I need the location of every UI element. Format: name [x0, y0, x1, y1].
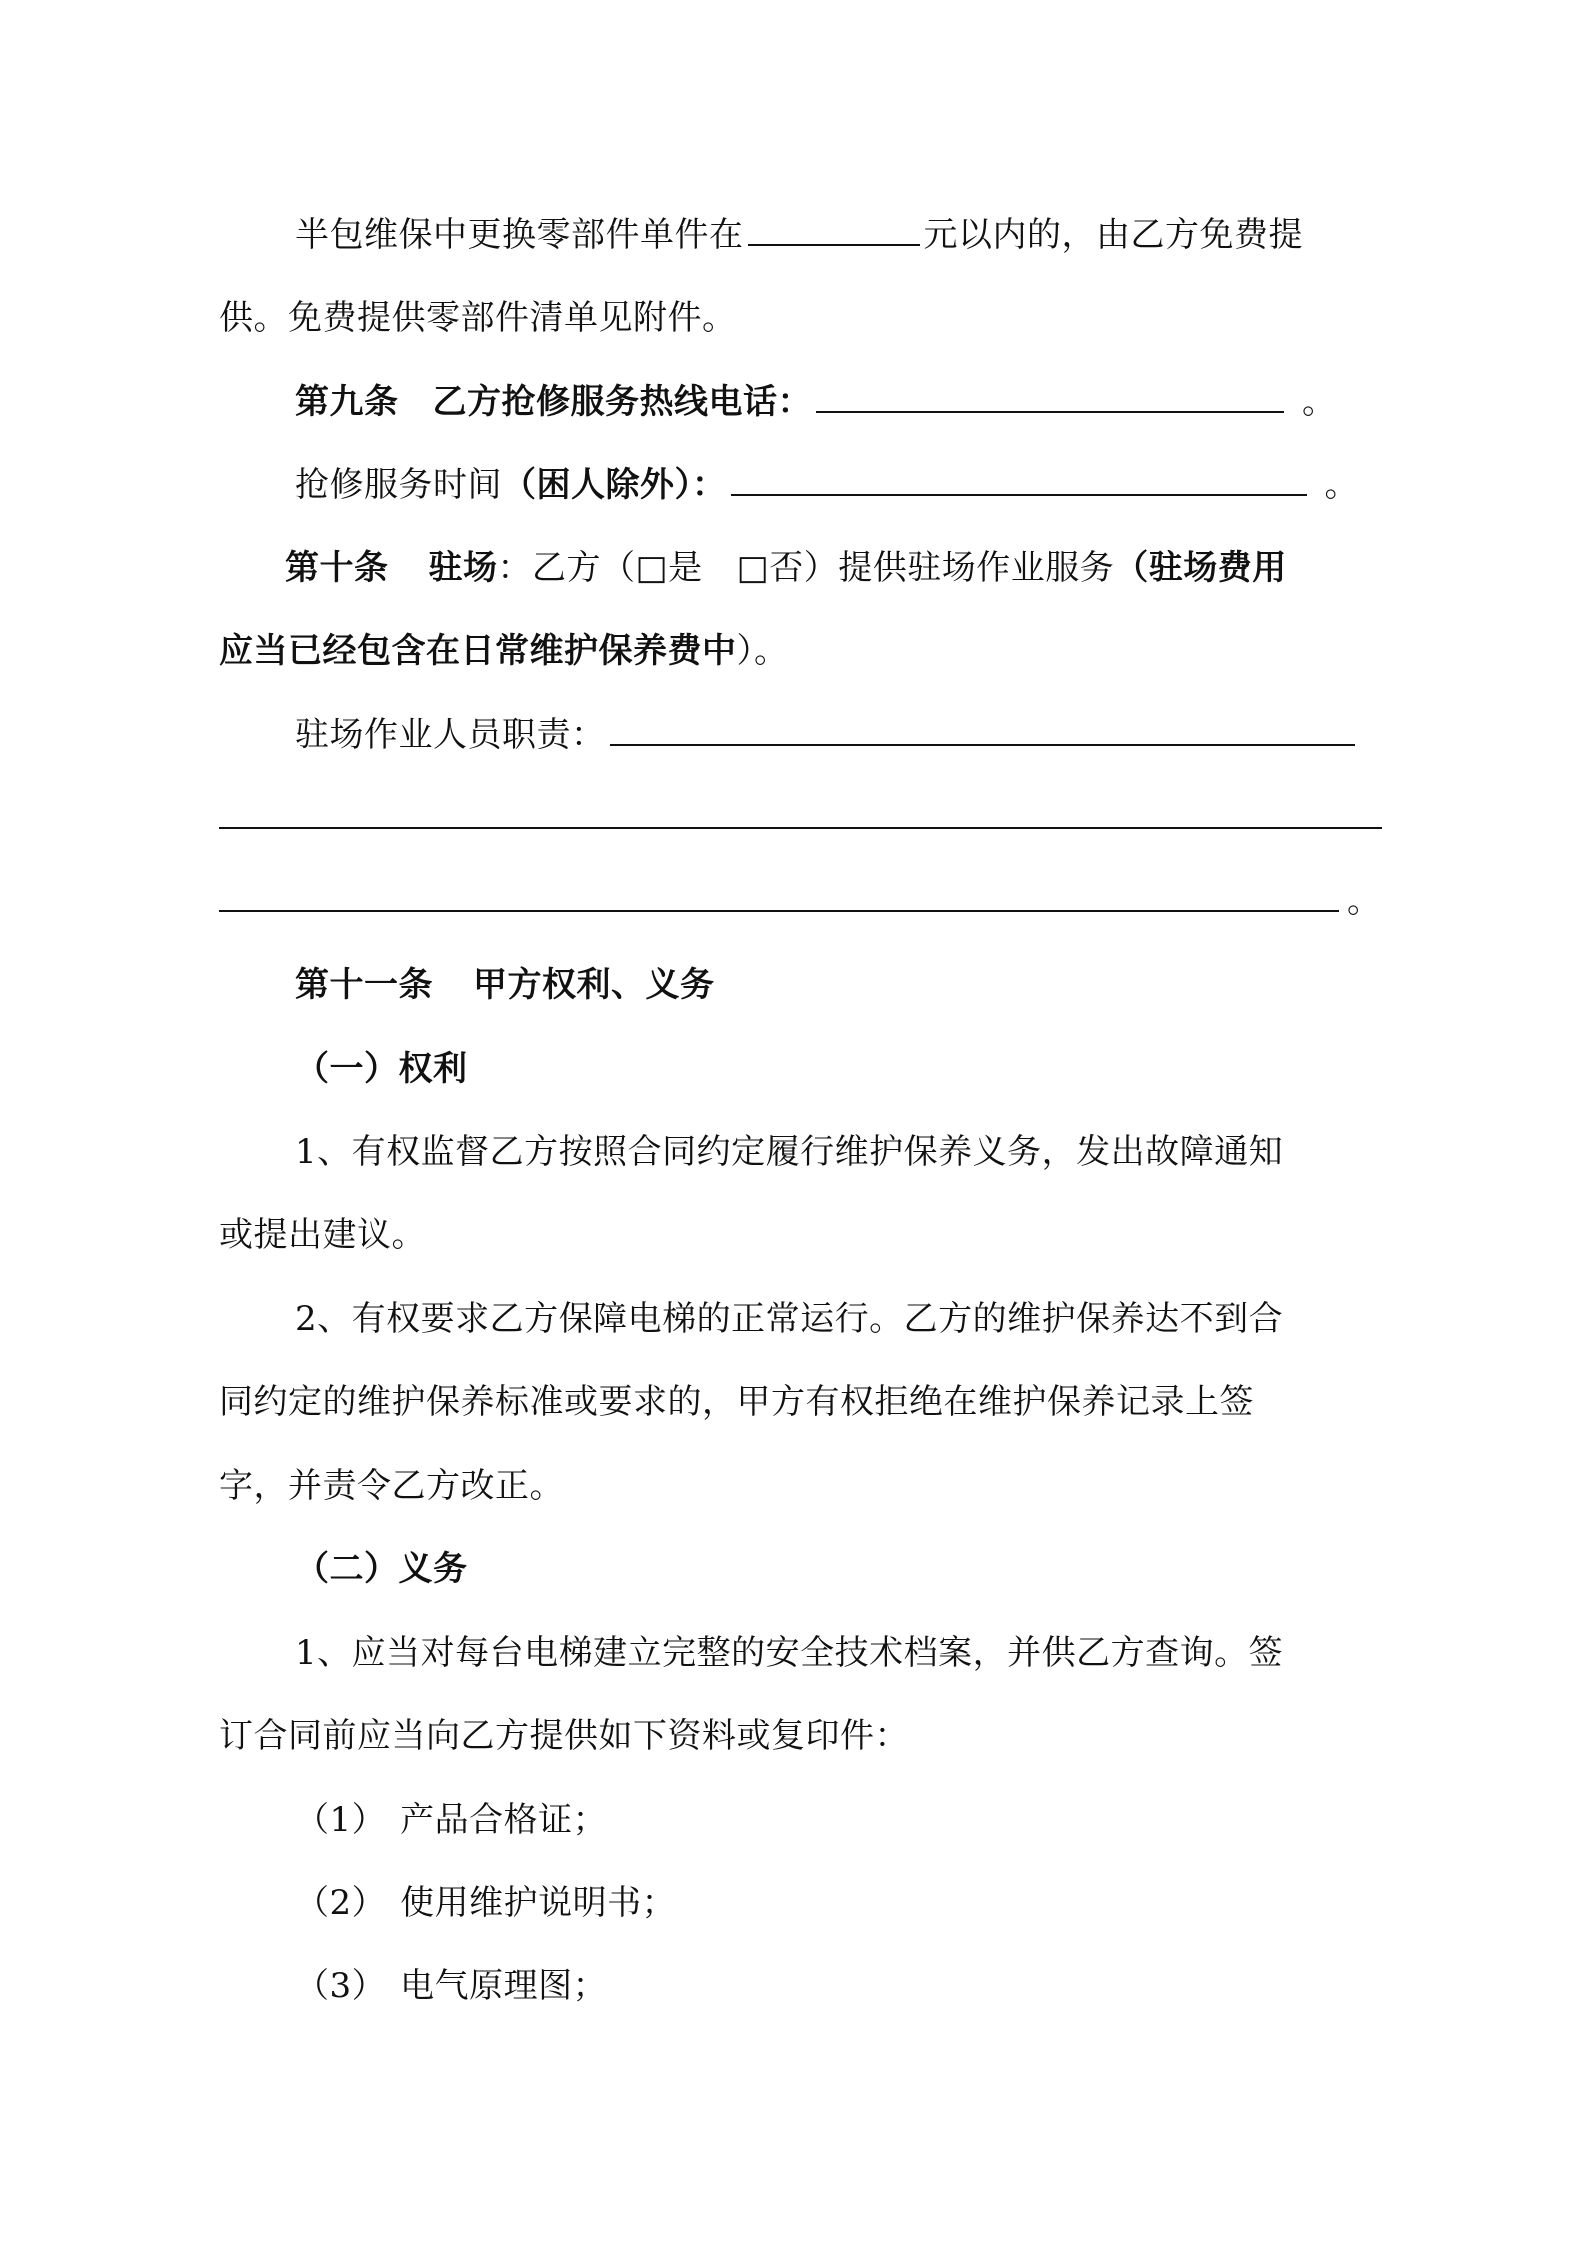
article-label: 第十一条: [295, 965, 433, 1005]
item-text: 使用维护说明书；: [400, 1883, 677, 1923]
duty-line-3: [219, 871, 1384, 931]
bold-text: 应当已经包含在日常维护保养费中: [219, 631, 737, 671]
repair-time-field[interactable]: [731, 464, 1307, 496]
para-line: [219, 1205, 1384, 1265]
item-number: （2）: [295, 1883, 387, 1923]
text: ）提供驻场作业服务: [803, 548, 1115, 588]
text: 2、有权要求乙方保障电梯的正常运行。乙方的维护保养达不到合: [295, 1299, 1284, 1339]
label-paren: （困人除外）：: [502, 465, 727, 505]
article-10-line-2: [219, 621, 1384, 681]
rights-heading: [295, 1039, 1460, 1099]
article-label: 第十条: [285, 548, 389, 588]
duties-heading: [295, 1539, 1460, 1599]
checkbox-no[interactable]: □否: [736, 548, 804, 588]
text: 字，并责令乙方改正。: [219, 1466, 564, 1506]
para-line: [295, 1122, 1384, 1182]
repair-time-line: [295, 455, 1460, 515]
section-heading: （二）义务: [295, 1549, 468, 1589]
list-item: [295, 1873, 1460, 1933]
item-number: （1）: [295, 1800, 387, 1840]
para-line: [295, 1289, 1384, 1349]
article-title: 甲方权利、义务: [473, 965, 715, 1005]
para-line: [295, 1623, 1384, 1683]
text: 或提出建议。: [219, 1215, 426, 1255]
para-line: [219, 1706, 1384, 1766]
article-text: 乙方抢修服务热线电话：: [432, 382, 812, 422]
duty-line: [295, 705, 1384, 765]
para-line: [219, 288, 1384, 348]
hotline-phone-field[interactable]: [816, 381, 1284, 413]
text: ）。: [736, 631, 789, 671]
bold-text: （驻场费用: [1114, 548, 1287, 588]
article-9-line: [295, 372, 1460, 432]
duty-field[interactable]: [219, 797, 1382, 829]
text: 半包维保中更换零部件单件在: [295, 215, 744, 255]
text: 1、有权监督乙方按照合同约定履行维护保养义务，发出故障通知: [295, 1132, 1284, 1172]
text: 订合同前应当向乙方提供如下资料或复印件：: [219, 1716, 909, 1756]
duty-field[interactable]: [610, 714, 1355, 746]
text: 供。免费提供零部件清单见附件。: [219, 298, 737, 338]
article-10-line: [285, 538, 1384, 598]
text: 同约定的维护保养标准或要求的，甲方有权拒绝在维护保养记录上签: [219, 1382, 1254, 1422]
article-11-heading: [295, 955, 1460, 1015]
section-heading: （一）权利: [295, 1049, 468, 1089]
blank-amount-field[interactable]: [748, 214, 920, 246]
item-text: 电气原理图；: [400, 1966, 608, 2006]
item-number: （3）: [295, 1966, 387, 2006]
duty-field[interactable]: [219, 880, 1339, 912]
checkbox-yes[interactable]: □是: [635, 548, 703, 588]
para-line: [219, 1456, 1384, 1516]
text: 元以内的，由乙方免费提: [923, 215, 1303, 255]
period: 。: [1347, 881, 1382, 921]
list-item: [295, 1790, 1460, 1850]
text: ：乙方（: [497, 548, 636, 588]
para-line: [219, 1372, 1384, 1432]
item-text: 产品合格证；: [400, 1800, 608, 1840]
text: 1、应当对每台电梯建立完整的安全技术档案，并供乙方查询。签: [295, 1633, 1284, 1673]
period: 。: [1324, 465, 1359, 505]
list-item: [295, 1956, 1460, 2016]
duty-line-2: [219, 788, 1384, 848]
para-line: [295, 205, 1384, 265]
label: 抢修服务时间: [295, 465, 502, 505]
field-label: 驻场: [428, 548, 498, 588]
label: 驻场作业人员职责：: [295, 715, 606, 755]
period: 。: [1302, 382, 1337, 422]
article-label: 第九条: [295, 382, 399, 422]
